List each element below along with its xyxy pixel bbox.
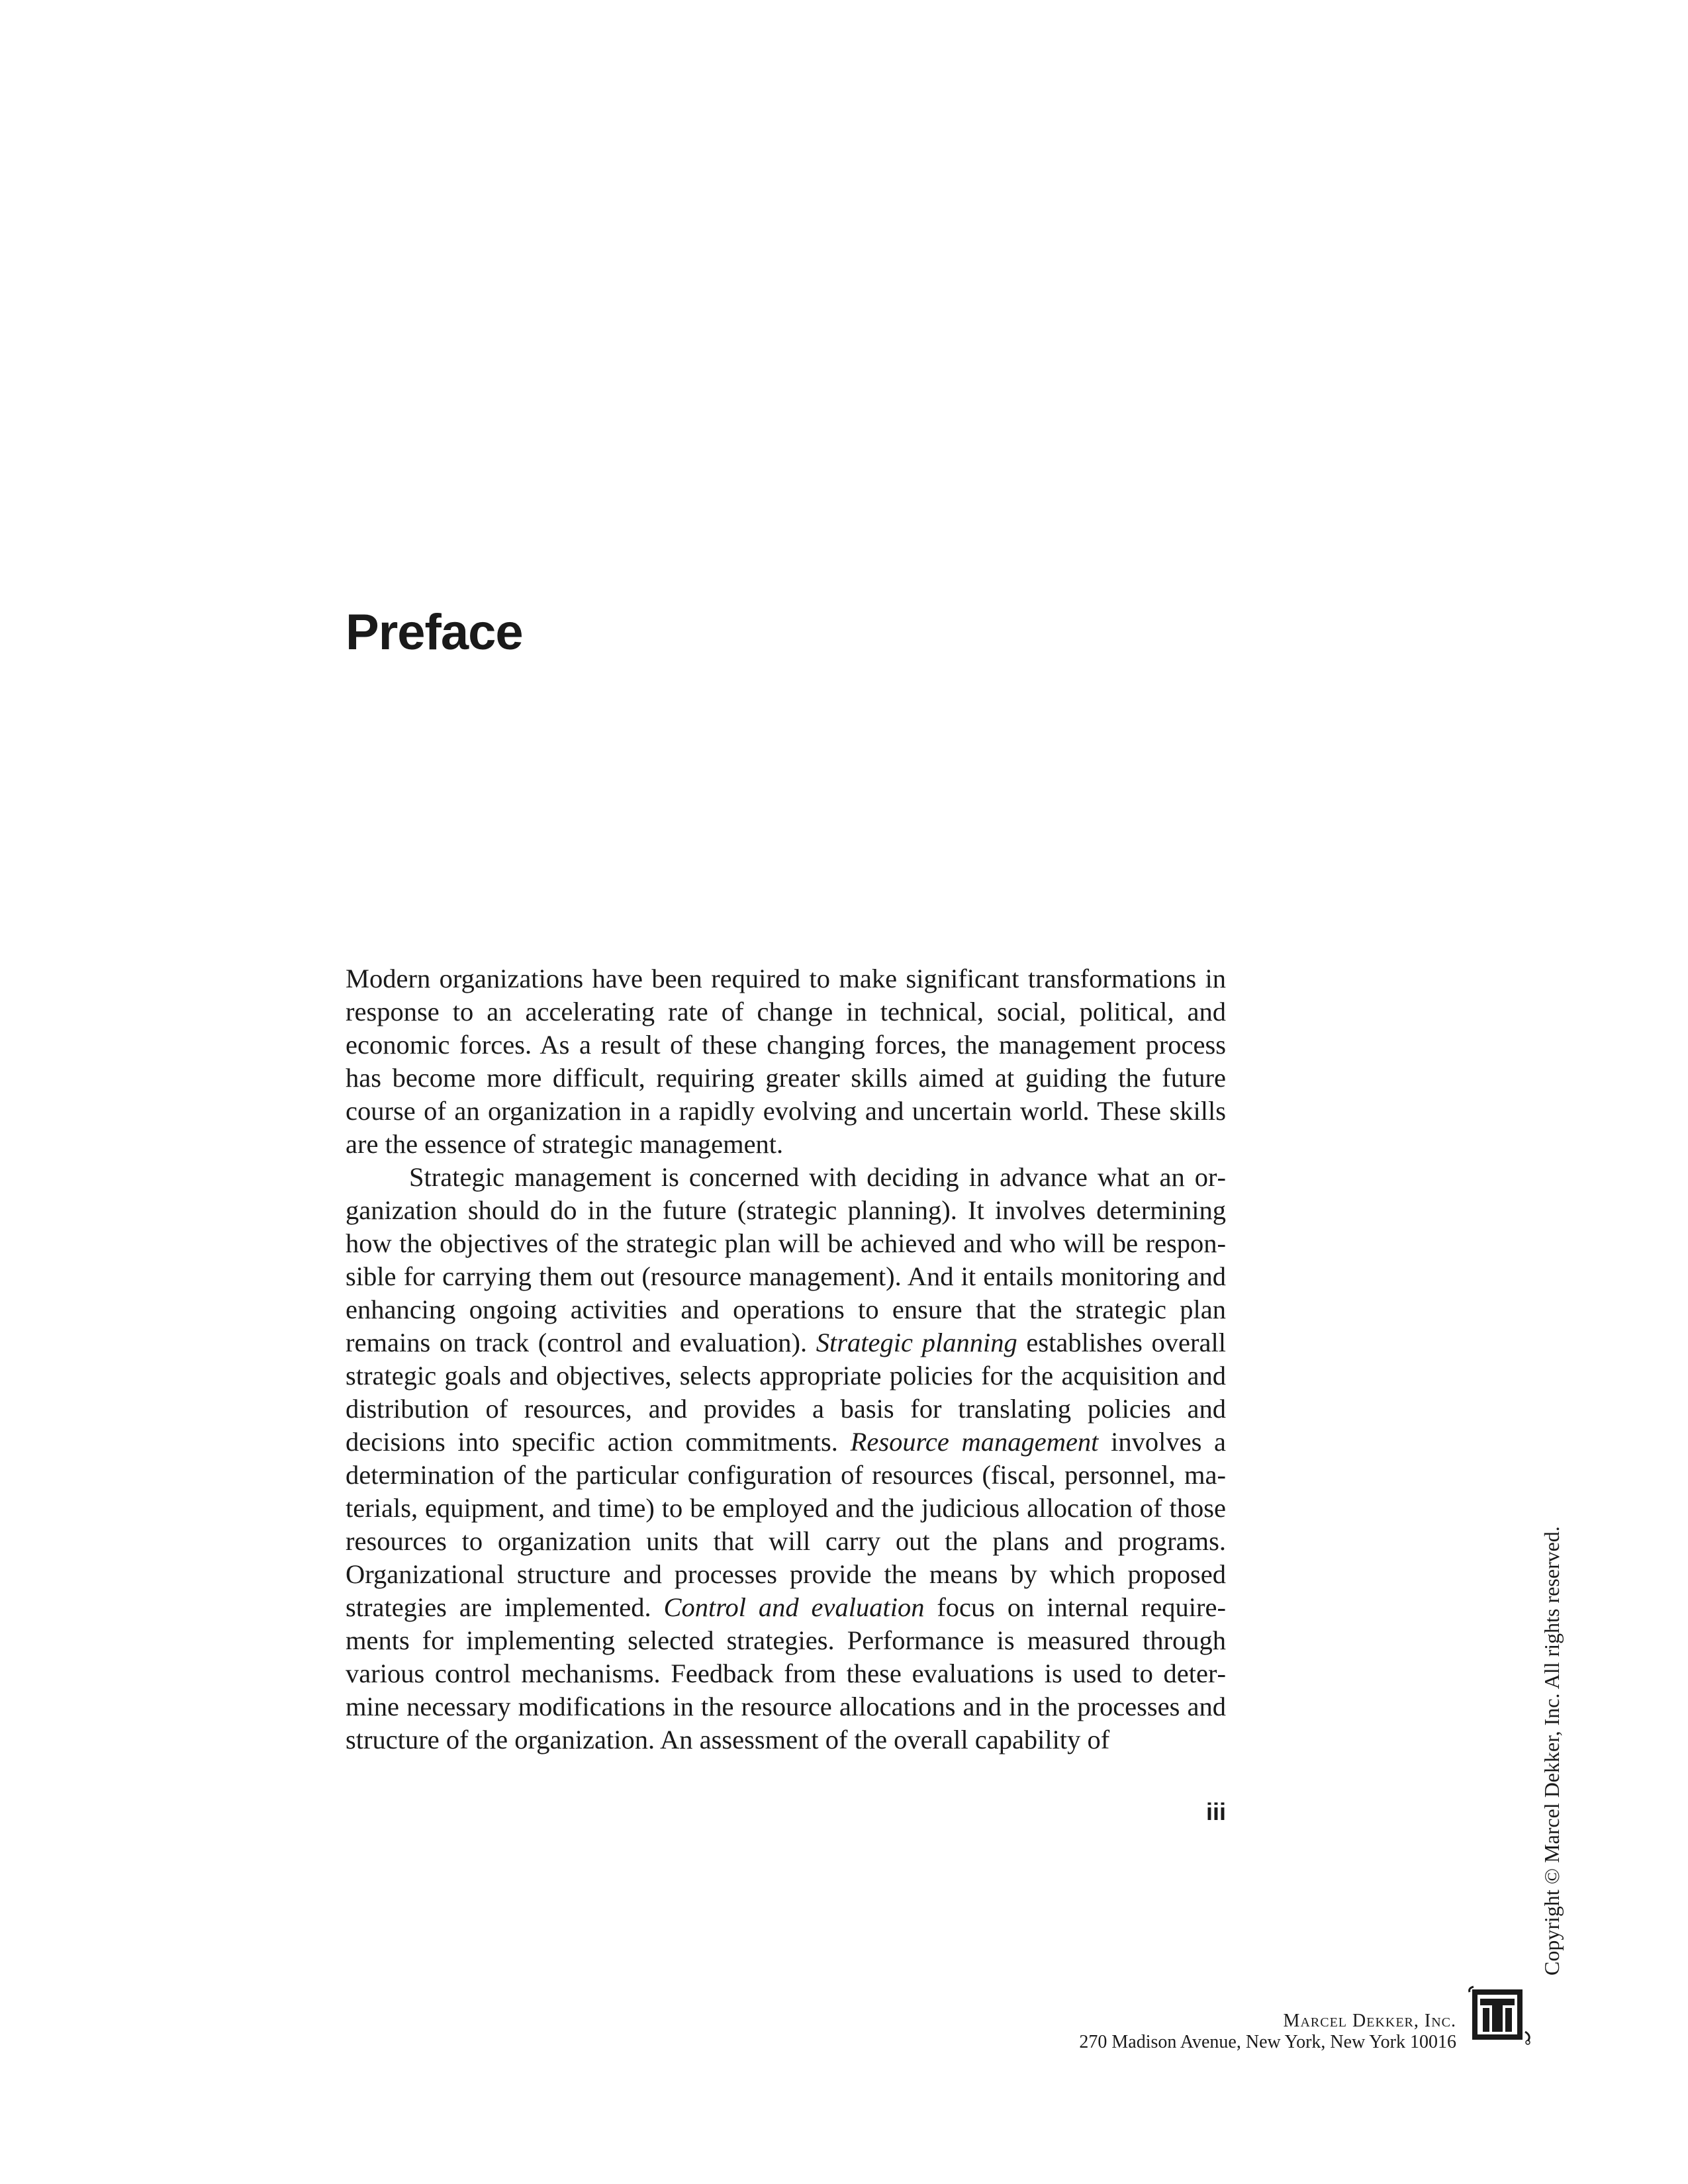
- page-number: iii: [1205, 1798, 1226, 1825]
- publisher-imprint: [993, 2011, 1456, 2053]
- paragraph-2-text-2: establishes overall strategic goals and objectives, selects appropriate policies for the acquisition and distribution of resources, and provides a basis for translating policies and decisions into specific action commitments.: [346, 1328, 1226, 1457]
- paragraph-1: Modern organizations have been required to make significant transformations in response to an accelerating rate of change in technical, social, political, and economic forces. As a result of these changing forces, the management process has become more difficult, requiring greater skills aimed at guiding the future course of an organization in a rapidly evolving and uncertain world. These skills are the essence of strategic management.: [346, 964, 1226, 1159]
- publisher-logo-icon: [1468, 1985, 1534, 2045]
- emphasis-control-and-evaluation: Control and evaluation: [663, 1592, 925, 1622]
- emphasis-strategic-planning: Strategic planning: [816, 1328, 1017, 1357]
- paragraph-2: [346, 1161, 1226, 1756]
- publisher-name: Marcel Dekker, Inc.: [1283, 2011, 1456, 2031]
- page-title: Preface: [346, 604, 523, 660]
- paragraph-2-text-3: involves a determination of the particular configuration of resources (fiscal, personnel, materials, equipment, and time) to be employed and the judicious allocation of those resources to organization units that will carry out the plans and programs. Organizational structure and processes provide the means by which proposed strategies are implemented.: [346, 1427, 1226, 1622]
- paragraph-2-text-1: Strategic management is concerned with deciding in advance what an organization should do in the future (strategic planning). It involves determining how the objectives of the strategic plan will be achieved and who will be responsible for carrying them out (resource management). And it entails monitoring and enhancing ongoing activities and operations to ensure that the strategic plan remains on track (control and evaluation).: [346, 1162, 1226, 1357]
- publisher-address: 270 Madison Avenue, New York, New York 10016: [1079, 2032, 1456, 2053]
- body-text: [346, 962, 1226, 1756]
- paragraph-2-text-4: focus on internal requirements for implementing selected strategies. Performance is measured through various control mechanisms. Feedback from these evaluations is used to determine necessary modifications in the resource allocations and in the processes and structure of the organization. An assessment of the overall capability of: [346, 1592, 1226, 1754]
- copyright-notice: Copyright © Marcel Dekker, Inc. All rights reserved.: [1540, 1526, 1564, 1976]
- emphasis-resource-management: Resource management: [850, 1427, 1099, 1457]
